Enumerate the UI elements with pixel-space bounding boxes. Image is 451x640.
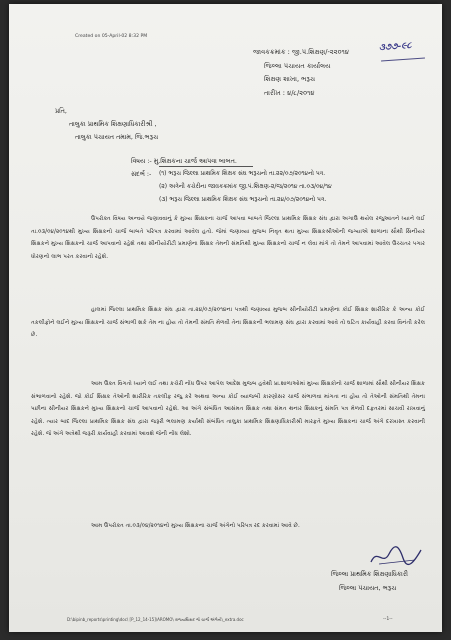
reference-item-2: (૨) અત્રેની કચેરીના જાવકક્રમાંક જી.પં.શિક્ષણ-૨/જ/૨૦૧૪ તા.૦૩/૦૪/૧૪ xyxy=(159,184,332,190)
created-stamp: Created on 05-April-02 8:32 PM xyxy=(75,34,148,39)
handwritten-inward-number: ૩૭૭-૯૮ xyxy=(378,40,412,54)
office-name: જિલ્લા પંચાયત કાર્યાલય xyxy=(264,62,331,70)
subject-line: વિષય :- મુ.શિક્ષકના ચાર્જ આપવા બાબત. xyxy=(131,157,237,165)
document-page xyxy=(9,4,442,632)
reference-number: જાવકક્રમાંક : જી.પં.શિક્ષણ/-૨૨૦૧૪ xyxy=(253,48,349,56)
body-paragraph-3: આમ ઉક્ત વિગતો ધ્યાને લઈ તથા કચેરી નોંધ ઉપર આપેલ આદેશ મુજબ હવેથી પ્રા.શાળાઓમાં મુખ્ય શિક્ષકોનો ચાર્જ શાળામાં સૌથી સીનીયર શિક્ષક સંભાળવાનો રહેશે. જો કોઈ શિક્ષક તેઓની શારીરિક તકલીફ રજુ કરે અથવા અન્ય કોઈ વ્યાજબી કારણોસર ચાર્જ સંભાળવા માંગતા ના હોય તો તેઓની સંમતિથી તેમના પછીના સીનીયર શિક્ષકને મુખ્ય શિક્ષકનો ચાર્જ આપવાનો રહેશે. આ અંગે સંબંધિત આસંમત શિક્ષક તથા સંમત થનાર શિક્ષકનું સંમતિ પત્ર મેળવી દફતરમાં સાચવી રાખવાનું રહેશે. ત્યાર બાદ જિલ્લા પ્રાથમિક શિક્ષક સંઘ દ્વારા જરૂરી ભલામણ કર્યાથી સંબંધિત તાલુકા પ્રાથમિક શિક્ષણાધિકારીશ્રી મારફતે મુખ્ય શિક્ષકના ચાર્જ અંગે દરખાસ્ત કરવાની રહેશે. જે અંગે અત્રેથી જરૂરી કાર્યવાહી કરવામાં આવશે જેની નોંધ લેશો. xyxy=(31,381,425,438)
signature-scribble-icon xyxy=(369,544,423,568)
addressee-line-1: તાલુકા પ્રાથમિક શિક્ષણાધિકારીશ્રી , xyxy=(69,120,157,128)
handwritten-underline xyxy=(381,57,425,61)
signatory-office: જિલ્લા પંચાયત, ભરૂચ xyxy=(339,584,397,592)
addressee-prati: પ્રતિ, xyxy=(55,107,67,115)
footer-file-path: D:\bipinb_reports\printing\doc\ [P_12_14-15]\AROMO\ રાજયશિક્ષક જે ચાર્જ અંગેનો\_extra.doc xyxy=(67,617,244,622)
body-paragraph-4: આમ ઉપરોક્ત તા.૦૩/૦૪/૨૦૧૪નો મુખ્ય શિક્ષકના ચાર્જ અંગેનો પરિપત્ર રદ કરવામાં આવે છે. xyxy=(91,523,300,529)
body-paragraph-2: હાલમાં જિલ્લા પ્રાથમિક શિક્ષક સંઘ દ્વારા તા.૨૪/૦૭/૨૦૧૪ના પત્રથી જણાવ્યા મુજબ સીનીયોરીટી પ્રમાણેના કોઈ શિક્ષક શારીરિક કે અન્ય કોઈ તકલીફોને લઈને મુખ્ય શિક્ષકનો ચાર્જ સંભાળી શકે તેમ ના હોય તો તેમની સંમતિ મેળવી તેના શિક્ષકની ભલામણ સંઘ દ્વારા કરવામાં આવે તો ઘટિત કાર્યવાહી કરવા વિનંતી કરેલ છે. xyxy=(31,307,425,339)
body-paragraph-1: ઉપરોક્ત વિષય અન્વયે જણાવવાનું કે મુખ્ય શિક્ષકના ચાર્જ આપવા બાબતે જિલ્લા પ્રાથમિક શિક્ષક સંઘ દ્વારા અગાઉ થયેલ રજુઆતને ધ્યાને લઈ તા.૦૩/૦૪/૨૦૧૪થી મુખ્ય શિક્ષકનો ચાર્જ બાબતે પરિપત્ર કરવામાં આવેલ હતો. જેમાં જણાવ્યા મુજબ નિવૃત થતા મુખ્ય શિક્ષકશ્રીઓની જગ્યાએ શાળાના સૌથી સિનીયર શિક્ષકને મુખ્ય શિક્ષકનો ચાર્જ આપવાનો રહેશે તથા સીનીયોરીટી પ્રમાણેના શિક્ષક તેમની સંમતિથી મુખ્ય શિક્ષકનો ચાર્જ ન લેવા માંગે તો તેમને આપવામાં આવેલ ઉચ્ચતર પગાર ધોરણનો લાભ પરત કરવાનો રહેશે. xyxy=(31,216,425,260)
reference-label: સંદર્ભ :- xyxy=(131,170,152,178)
department-name: શિક્ષણ શાખા, ભરૂચ xyxy=(264,75,316,83)
reference-item-3: (૩) ભરૂચ જિલ્લા પ્રાથમિક શિક્ષક સંઘ ભરૂચનો તા.૨૪/૦૭/૨૦૧૪નો પત્ર. xyxy=(159,197,327,203)
addressee-line-2: તાલુકા પંચાયત તમામ, જિ.ભરૂચ xyxy=(75,133,159,141)
subject-underline xyxy=(159,166,253,167)
signatory-title: જિલ્લા પ્રાથમિક શિક્ષણાધિકારી xyxy=(331,570,408,578)
letter-date: તારીખ : ૪/૮/૨૦૧૪ xyxy=(264,89,315,97)
footer-page-number: --1-- xyxy=(383,617,393,622)
reference-item-1: (૧) ભરૂચ જિલ્લા પ્રાથમિક શિક્ષક સંઘ ભરૂચનો તા.૨૨/૦૭/૨૦૧૪નો પત્ર. xyxy=(159,171,326,177)
